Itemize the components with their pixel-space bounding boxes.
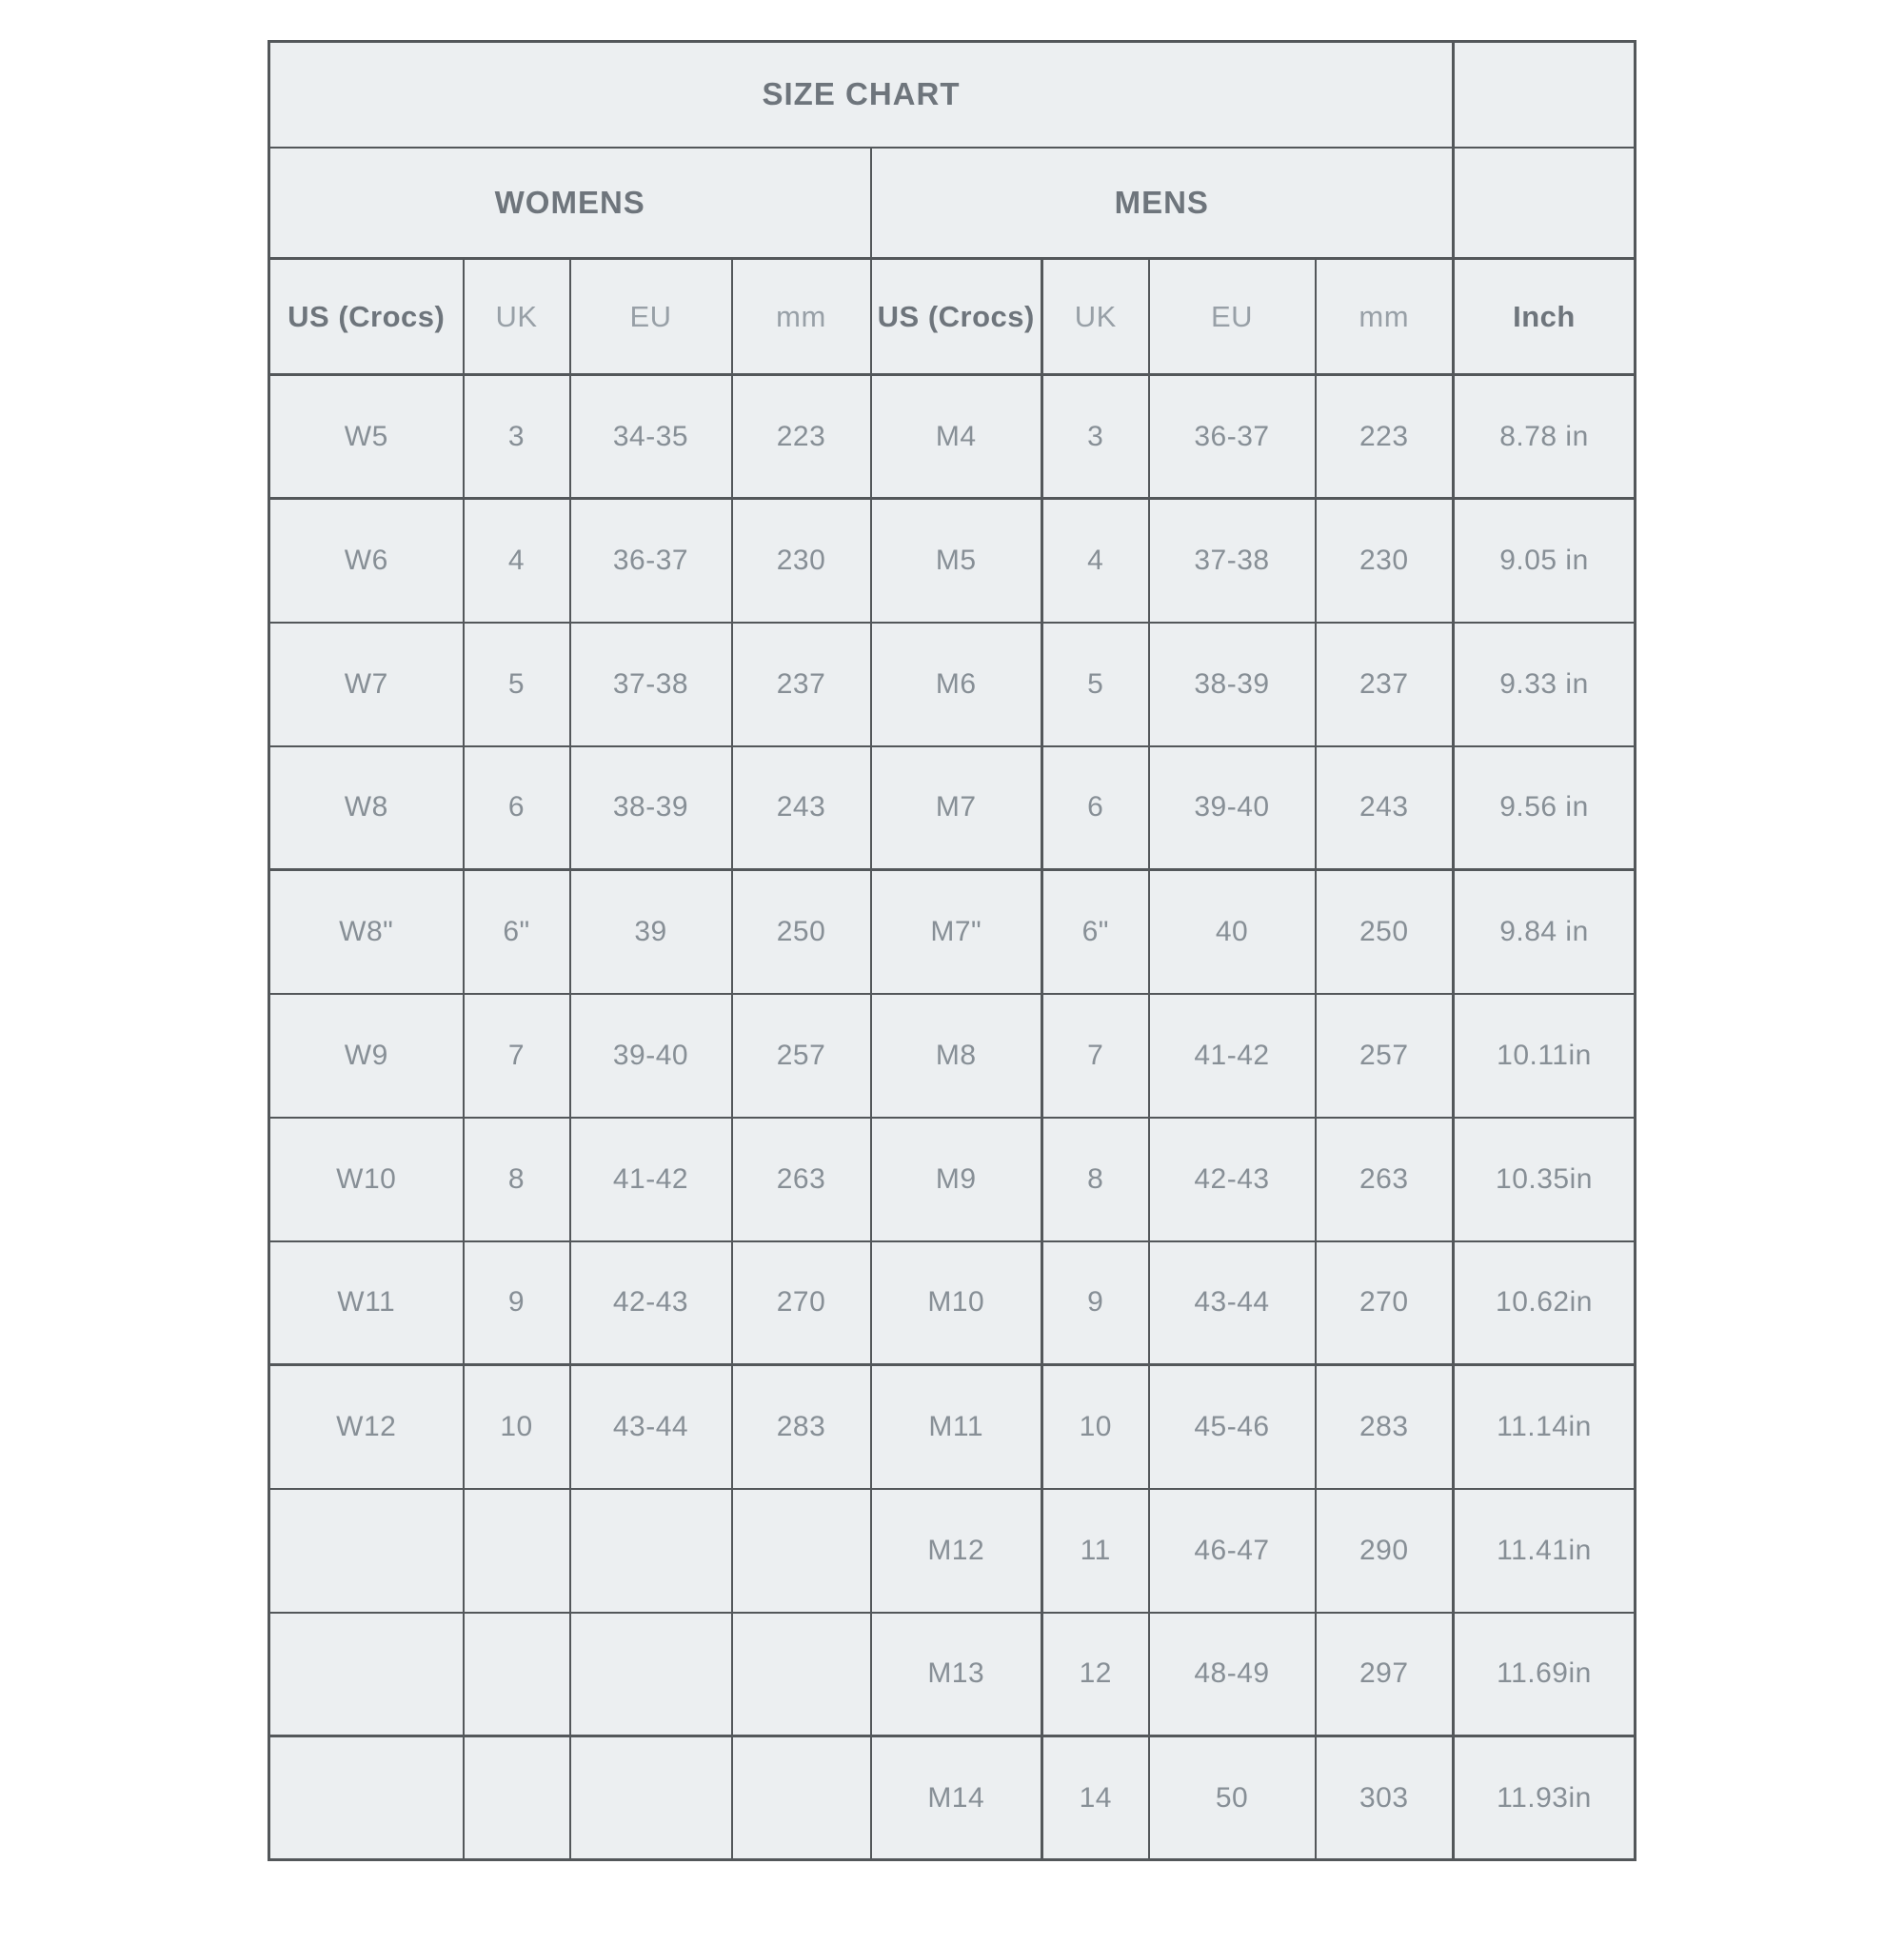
table-cell: W10 xyxy=(269,1118,464,1241)
table-cell: M14 xyxy=(871,1736,1042,1860)
table-cell: 283 xyxy=(1316,1365,1454,1489)
table-cell: 14 xyxy=(1042,1736,1149,1860)
table-cell: 6" xyxy=(1042,870,1149,994)
table-cell: 36-37 xyxy=(1149,375,1316,499)
table-cell xyxy=(269,1489,464,1613)
title-row xyxy=(269,42,1636,148)
table-row xyxy=(269,994,1636,1118)
table-cell: 5 xyxy=(464,623,570,746)
table-cell: 50 xyxy=(1149,1736,1316,1860)
table-cell: 39 xyxy=(570,870,732,994)
table-cell: 9.84 in xyxy=(1454,870,1636,994)
table-cell: 4 xyxy=(1042,499,1149,623)
table-cell: 257 xyxy=(1316,994,1454,1118)
table-cell: M10 xyxy=(871,1241,1042,1365)
table-cell: 237 xyxy=(1316,623,1454,746)
table-cell: 303 xyxy=(1316,1736,1454,1860)
col-header-mens-eu: EU xyxy=(1149,259,1316,375)
table-cell: 12 xyxy=(1042,1613,1149,1736)
table-cell: M6 xyxy=(871,623,1042,746)
table-cell: M13 xyxy=(871,1613,1042,1736)
table-cell: 4 xyxy=(464,499,570,623)
table-cell: 10 xyxy=(464,1365,570,1489)
table-cell: 37-38 xyxy=(1149,499,1316,623)
col-header-mens-mm: mm xyxy=(1316,259,1454,375)
table-cell: M8 xyxy=(871,994,1042,1118)
table-cell: 263 xyxy=(732,1118,871,1241)
table-cell: W8" xyxy=(269,870,464,994)
table-cell: 3 xyxy=(464,375,570,499)
table-cell: 7 xyxy=(464,994,570,1118)
table-cell: 39-40 xyxy=(570,994,732,1118)
table-cell: 223 xyxy=(732,375,871,499)
table-cell xyxy=(464,1736,570,1860)
table-row xyxy=(269,1613,1636,1736)
table-cell: 3 xyxy=(1042,375,1149,499)
col-header-womens-us: US (Crocs) xyxy=(269,259,464,375)
table-cell: 10.11in xyxy=(1454,994,1636,1118)
table-cell: 11.41in xyxy=(1454,1489,1636,1613)
table-cell: M4 xyxy=(871,375,1042,499)
table-cell: W7 xyxy=(269,623,464,746)
col-header-womens-eu: EU xyxy=(570,259,732,375)
table-cell: 230 xyxy=(732,499,871,623)
group-header-row xyxy=(269,148,1636,259)
table-cell: 10 xyxy=(1042,1365,1149,1489)
table-cell: 38-39 xyxy=(1149,623,1316,746)
table-cell: 8 xyxy=(1042,1118,1149,1241)
table-cell: 41-42 xyxy=(1149,994,1316,1118)
table-cell: 8.78 in xyxy=(1454,375,1636,499)
table-cell: 11.93in xyxy=(1454,1736,1636,1860)
table-cell: 223 xyxy=(1316,375,1454,499)
table-cell: 250 xyxy=(732,870,871,994)
table-cell: W11 xyxy=(269,1241,464,1365)
table-cell: 7 xyxy=(1042,994,1149,1118)
table-cell: 243 xyxy=(732,746,871,870)
table-cell: M7 xyxy=(871,746,1042,870)
col-header-inch: Inch xyxy=(1454,259,1636,375)
table-cell: 42-43 xyxy=(1149,1118,1316,1241)
table-cell: 290 xyxy=(1316,1489,1454,1613)
table-cell: 250 xyxy=(1316,870,1454,994)
table-row xyxy=(269,870,1636,994)
table-cell: 42-43 xyxy=(570,1241,732,1365)
table-cell xyxy=(570,1489,732,1613)
table-cell: 34-35 xyxy=(570,375,732,499)
table-cell: W9 xyxy=(269,994,464,1118)
table-row xyxy=(269,1736,1636,1860)
table-cell: 10.35in xyxy=(1454,1118,1636,1241)
table-cell: 11.14in xyxy=(1454,1365,1636,1489)
table-cell: 9.05 in xyxy=(1454,499,1636,623)
col-header-womens-mm: mm xyxy=(732,259,871,375)
womens-group-header: WOMENS xyxy=(269,148,871,259)
mens-group-header: MENS xyxy=(871,148,1454,259)
col-header-mens-us: US (Crocs) xyxy=(871,259,1042,375)
table-cell: M12 xyxy=(871,1489,1042,1613)
table-cell: 39-40 xyxy=(1149,746,1316,870)
table-cell: 10.62in xyxy=(1454,1241,1636,1365)
table-cell: W8 xyxy=(269,746,464,870)
table-cell: 230 xyxy=(1316,499,1454,623)
table-cell: 6 xyxy=(464,746,570,870)
table-cell: 48-49 xyxy=(1149,1613,1316,1736)
table-row xyxy=(269,1118,1636,1241)
table-cell: W12 xyxy=(269,1365,464,1489)
table-cell xyxy=(732,1613,871,1736)
table-cell: M5 xyxy=(871,499,1042,623)
table-cell: 40 xyxy=(1149,870,1316,994)
table-row xyxy=(269,746,1636,870)
chart-title: SIZE CHART xyxy=(269,42,1454,148)
table-row xyxy=(269,375,1636,499)
table-cell: M9 xyxy=(871,1118,1042,1241)
table-cell: 270 xyxy=(1316,1241,1454,1365)
table-cell xyxy=(269,1736,464,1860)
col-header-womens-uk: UK xyxy=(464,259,570,375)
table-cell: 243 xyxy=(1316,746,1454,870)
table-row xyxy=(269,623,1636,746)
column-header-row xyxy=(269,259,1636,375)
table-row xyxy=(269,1365,1636,1489)
table-cell: 45-46 xyxy=(1149,1365,1316,1489)
table-cell: W6 xyxy=(269,499,464,623)
table-cell: 41-42 xyxy=(570,1118,732,1241)
table-cell: W5 xyxy=(269,375,464,499)
table-row xyxy=(269,499,1636,623)
table-cell: 36-37 xyxy=(570,499,732,623)
table-cell: 270 xyxy=(732,1241,871,1365)
table-cell: 43-44 xyxy=(570,1365,732,1489)
table-cell: 11.69in xyxy=(1454,1613,1636,1736)
table-cell xyxy=(570,1613,732,1736)
table-cell xyxy=(269,1613,464,1736)
table-cell: 37-38 xyxy=(570,623,732,746)
table-row xyxy=(269,1241,1636,1365)
table-cell xyxy=(570,1736,732,1860)
table-cell: 237 xyxy=(732,623,871,746)
table-cell xyxy=(464,1489,570,1613)
table-cell xyxy=(732,1489,871,1613)
table-cell: 297 xyxy=(1316,1613,1454,1736)
table-cell xyxy=(732,1736,871,1860)
table-cell: 8 xyxy=(464,1118,570,1241)
table-cell: M7" xyxy=(871,870,1042,994)
table-cell: M11 xyxy=(871,1365,1042,1489)
table-cell: 46-47 xyxy=(1149,1489,1316,1613)
table-cell: 9 xyxy=(464,1241,570,1365)
table-cell: 9 xyxy=(1042,1241,1149,1365)
col-header-mens-uk: UK xyxy=(1042,259,1149,375)
table-cell: 9.33 in xyxy=(1454,623,1636,746)
table-cell: 43-44 xyxy=(1149,1241,1316,1365)
table-row xyxy=(269,1489,1636,1613)
table-cell: 9.56 in xyxy=(1454,746,1636,870)
table-cell: 6 xyxy=(1042,746,1149,870)
table-cell xyxy=(464,1613,570,1736)
size-chart-table xyxy=(268,40,1636,1861)
table-cell: 263 xyxy=(1316,1118,1454,1241)
table-cell: 257 xyxy=(732,994,871,1118)
table-cell: 6" xyxy=(464,870,570,994)
table-cell: 38-39 xyxy=(570,746,732,870)
empty-cell xyxy=(1454,148,1636,259)
empty-cell xyxy=(1454,42,1636,148)
table-cell: 11 xyxy=(1042,1489,1149,1613)
table-cell: 5 xyxy=(1042,623,1149,746)
table-cell: 283 xyxy=(732,1365,871,1489)
